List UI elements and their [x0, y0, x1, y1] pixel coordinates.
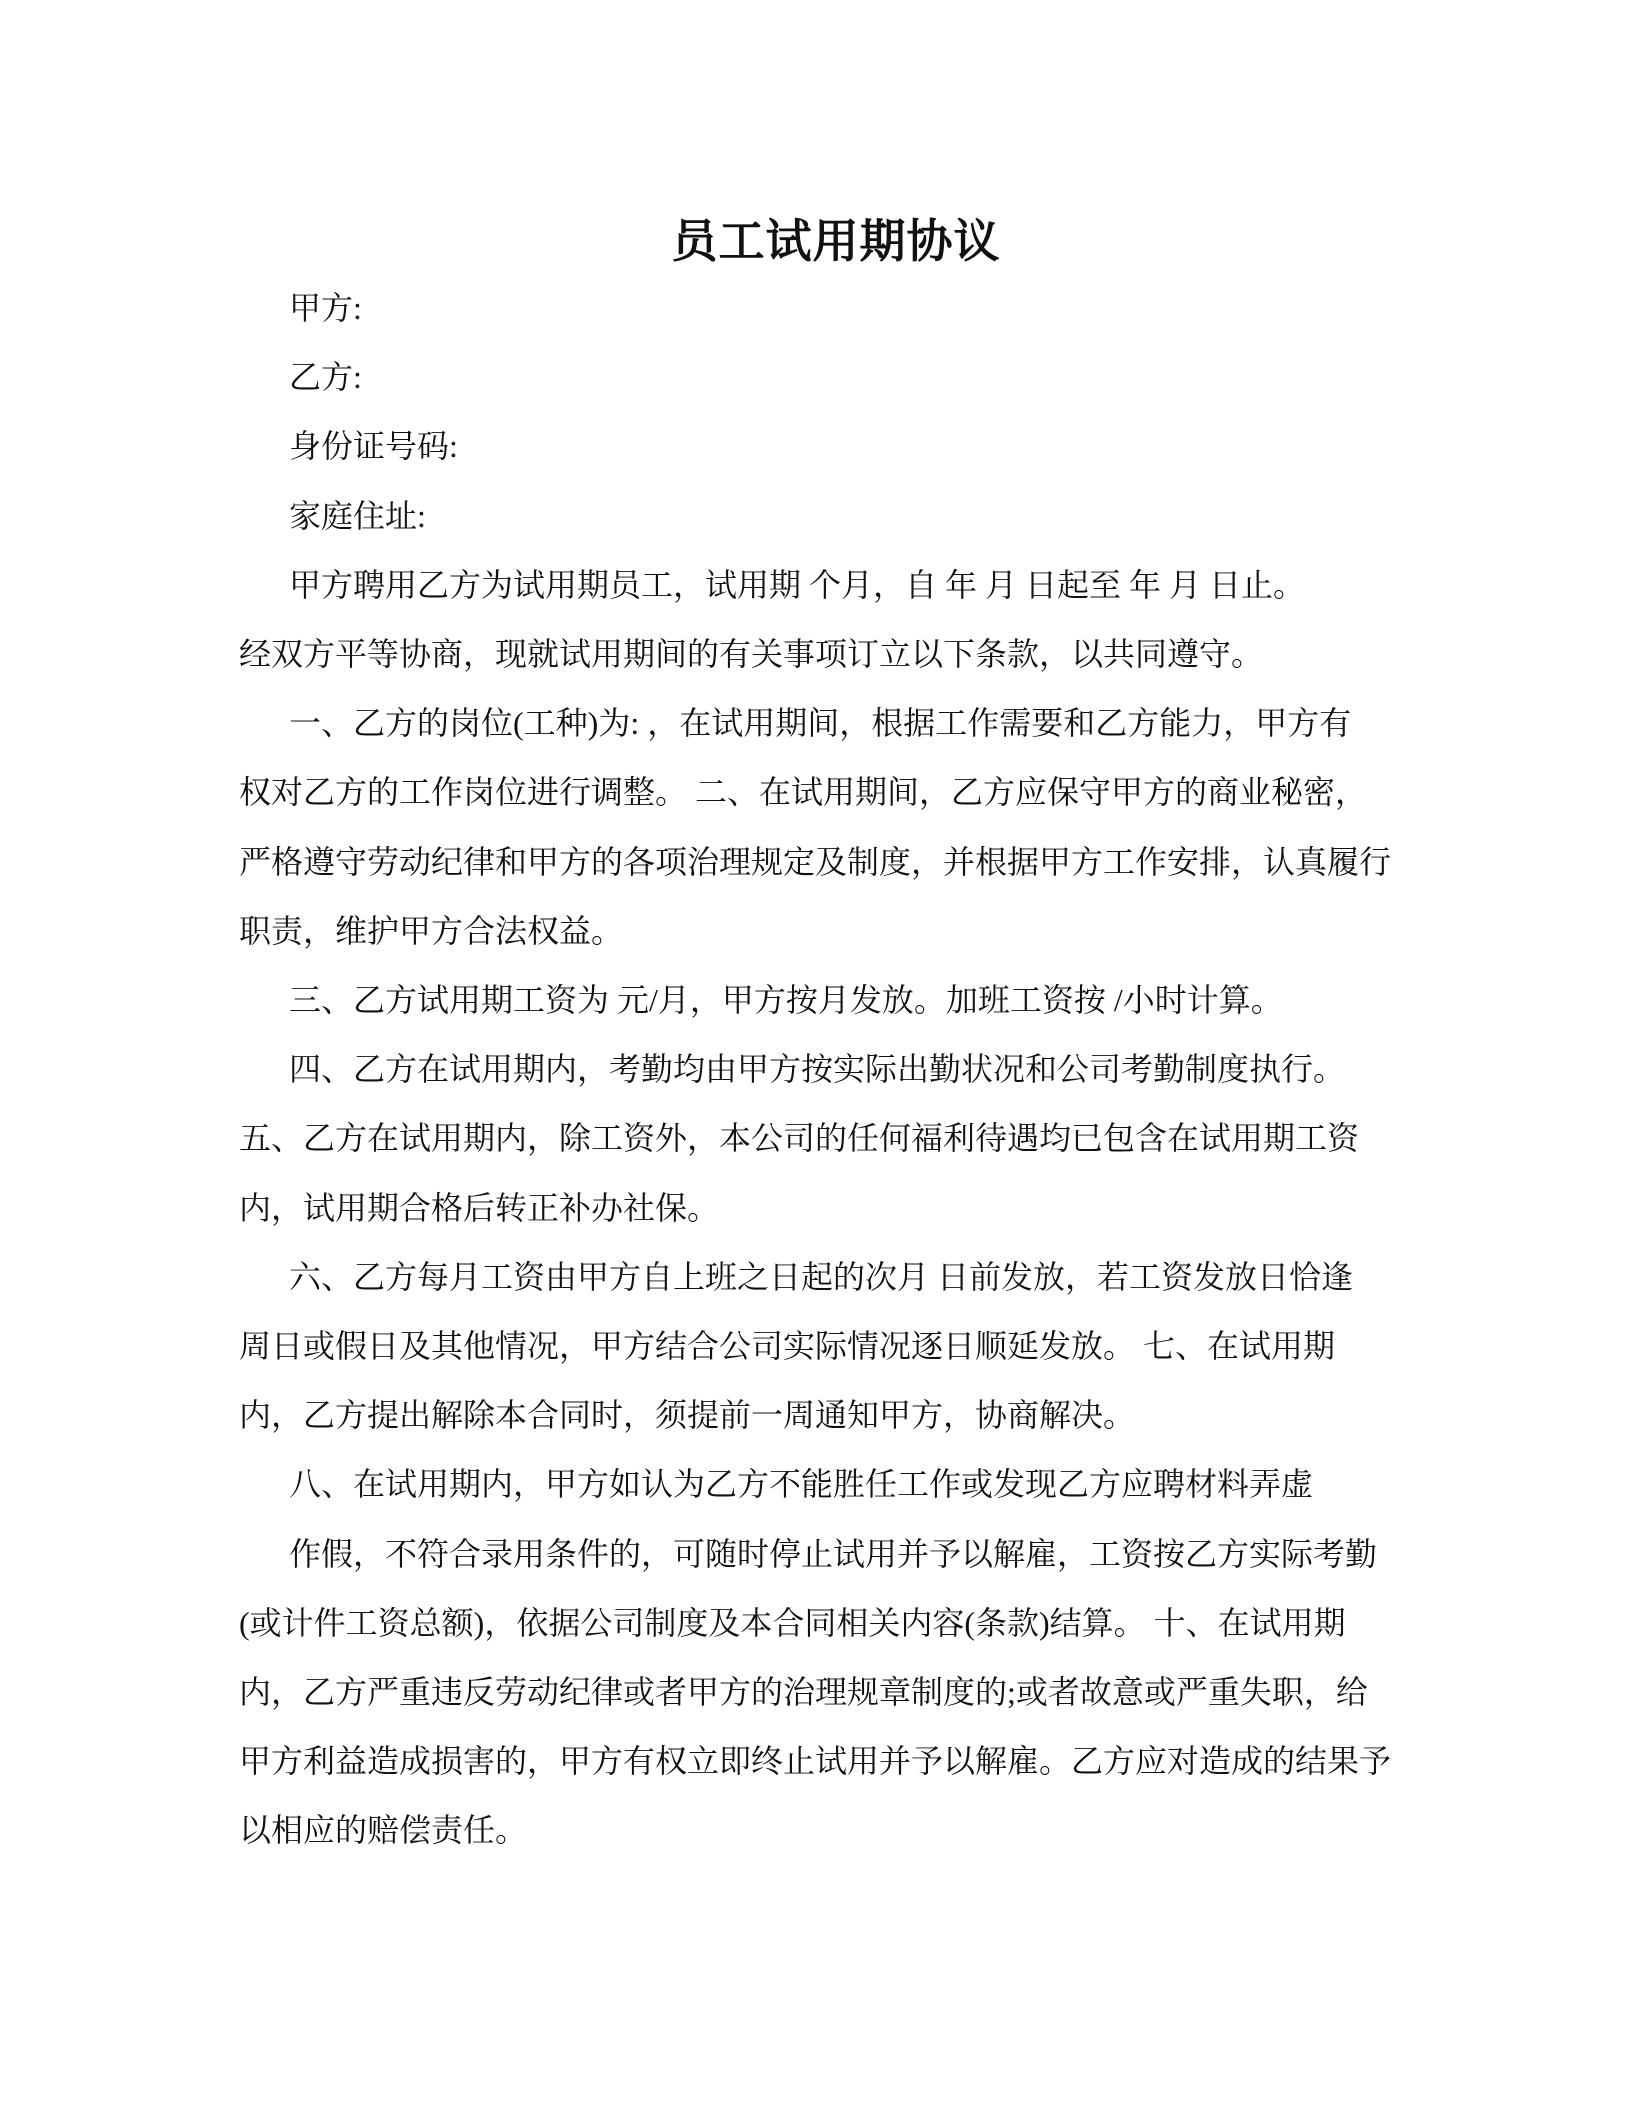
text-line: 乙方:	[289, 359, 362, 396]
text-line: 经双方平等协商，现就试用期间的有关事项订立以下条款，以共同遵守。	[239, 636, 1264, 672]
text-line: 严格遵守劳动纪律和甲方的各项治理规定及制度，并根据甲方工作安排，认真履行	[239, 843, 1392, 880]
text-line: 甲方聘用乙方为试用期员工，试用期 个月，自 年 月 日起至 年 月 日止。	[289, 566, 1306, 603]
text-line: 以相应的赔偿责任。	[239, 1812, 528, 1849]
text-line: 甲方利益造成损害的，甲方有权立即终止试用并予以解雇。乙方应对造成的结果予	[239, 1743, 1392, 1780]
text-line: 八、在试用期内，甲方如认为乙方不能胜任工作或发现乙方应聘材料弄虚	[289, 1466, 1314, 1503]
text-line: 职责，维护甲方合法权益。	[239, 912, 624, 949]
text-line: 六、乙方每月工资由甲方自上班之日起的次月 日前发放，若工资发放日恰逢	[289, 1258, 1354, 1295]
text-line: 一、乙方的岗位(工种)为: ，在试用期间，根据工作需要和乙方能力，甲方有	[289, 705, 1352, 742]
text-line: 作假，不符合录用条件的，可随时停止试用并予以解雇，工资按乙方实际考勤	[289, 1535, 1378, 1572]
text-line: (或计件工资总额)，依据公司制度及本合同相关内容(条款)结算。 十、在试用期	[239, 1604, 1346, 1641]
text-line: 周日或假日及其他情况，甲方结合公司实际情况逐日顺延发放。 七、在试用期	[239, 1328, 1336, 1364]
text-line: 家庭住址:	[289, 497, 426, 534]
text-line: 权对乙方的工作岗位进行调整。 二、在试用期间，乙方应保守甲方的商业秘密，	[239, 774, 1368, 811]
text-line: 甲方:	[289, 290, 362, 326]
text-line: 三、乙方试用期工资为 元/月，甲方按月发放。加班工资按 /小时计算。	[289, 982, 1283, 1018]
document-title: 员工试用期协议	[671, 216, 1001, 267]
text-line: 内，乙方严重违反劳动纪律或者甲方的治理规章制度的;或者故意或严重失职，给	[239, 1674, 1368, 1710]
text-line: 四、乙方在试用期内，考勤均由甲方按实际出勤状况和公司考勤制度执行。	[289, 1051, 1346, 1088]
text-line: 内，乙方提出解除本合同时，须提前一周通知甲方，协商解决。	[239, 1397, 1136, 1434]
text-line: 内，试用期合格后转正补办社保。	[239, 1189, 720, 1226]
text-line: 五、乙方在试用期内，除工资外，本公司的任何福利待遇均已包含在试用期工资	[239, 1120, 1360, 1157]
text-line: 身份证号码:	[289, 428, 458, 465]
